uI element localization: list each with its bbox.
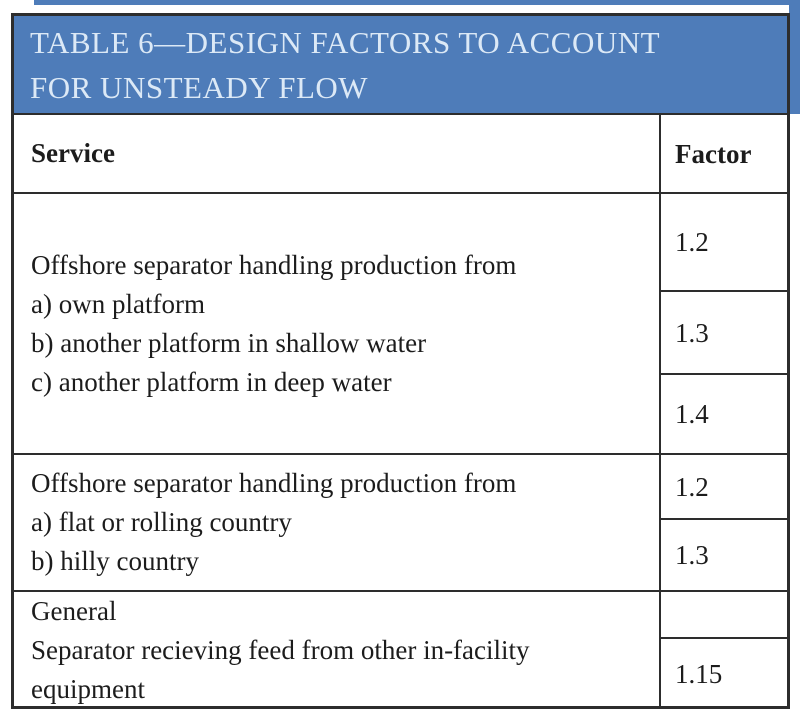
service-cell [14, 194, 659, 453]
factor-cell: 1.4 [661, 373, 787, 453]
service-line: Separator recieving feed from other in-facility equipment [31, 635, 530, 704]
factor-cell: 1.3 [661, 290, 787, 373]
factor-cell: 1.3 [661, 518, 787, 590]
table-row-offshore-platform [14, 192, 787, 453]
table-title: TABLE 6—DESIGN FACTORS TO ACCOUNT FOR UNSTEADY FLOW [30, 24, 660, 105]
factor-cell: 1.2 [675, 471, 709, 502]
factor-header-column [659, 115, 787, 192]
column-header-service: Service [31, 138, 115, 168]
factor-column [659, 592, 787, 709]
service-line: General [31, 596, 117, 626]
table-title-bar [14, 16, 787, 113]
column-header-factor: Factor [675, 138, 752, 169]
service-line: Offshore separator handling production from [31, 249, 517, 280]
factor-cell-empty [661, 592, 787, 637]
column-header-row [14, 113, 787, 192]
blue-top-strip [34, 0, 800, 5]
table-row-offshore-country [14, 453, 787, 590]
factor-column [659, 194, 787, 453]
service-line: b) hilly country [31, 546, 199, 576]
service-line: a) own platform [31, 288, 205, 319]
service-cell [14, 592, 659, 709]
service-line: a) flat or rolling country [31, 507, 292, 537]
factor-column [659, 455, 787, 590]
factor-cell: 1.2 [675, 227, 709, 257]
service-cell [14, 455, 659, 590]
factor-cell: 1.15 [661, 637, 787, 709]
design-factors-table [11, 13, 790, 709]
service-line: b) another platform in shallow water [31, 327, 427, 358]
service-line: Offshore separator handling production from [31, 468, 517, 498]
table-row-general [14, 590, 787, 709]
blue-right-sliver [789, 0, 800, 114]
service-line: c) another platform in deep water [31, 366, 392, 397]
